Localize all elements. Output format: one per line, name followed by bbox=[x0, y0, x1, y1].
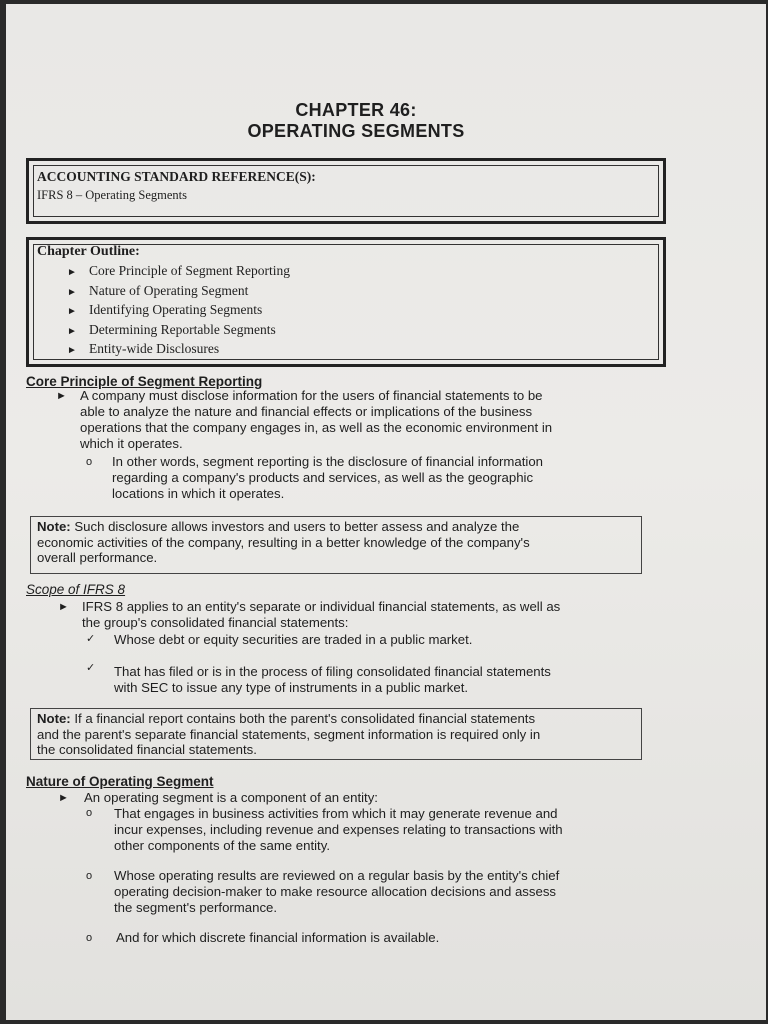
nature-item-line: other components of the same entity. bbox=[114, 838, 331, 853]
reference-heading: ACCOUNTING STANDARD REFERENCE(S): bbox=[37, 169, 316, 184]
check-icon: ✓ bbox=[86, 662, 96, 674]
triangle-bullet-icon: ► bbox=[67, 325, 77, 337]
note-line bbox=[37, 711, 635, 727]
chapter-title: OPERATING SEGMENTS bbox=[247, 121, 465, 141]
reference-box bbox=[26, 158, 666, 224]
scope-note-box bbox=[30, 708, 642, 760]
triangle-bullet-icon: ► bbox=[58, 792, 69, 804]
outline-heading: Chapter Outline: bbox=[37, 244, 140, 259]
outline-item bbox=[67, 340, 290, 360]
note-line: economic activities of the company, resulting in a better knowledge of the company's bbox=[37, 534, 530, 550]
note-label: Note: bbox=[37, 711, 71, 726]
chapter-outline-box bbox=[26, 237, 666, 367]
nature-item-line: incur expenses, including revenue and expenses relating to transactions with bbox=[114, 822, 563, 837]
core-note-box bbox=[30, 516, 642, 574]
nature-intro: An operating segment is a component of an entity: bbox=[84, 790, 378, 805]
circle-bullet-icon: o bbox=[86, 807, 93, 819]
core-paragraph-line: able to analyze the nature and financial effects or implications of the business bbox=[80, 404, 533, 419]
document-page bbox=[6, 4, 766, 1020]
note-text: Such disclosure allows investors and users to better assess and analyze the bbox=[70, 519, 520, 534]
circle-bullet-icon: o bbox=[86, 456, 93, 468]
circle-bullet-icon: o bbox=[86, 932, 93, 944]
scope-check-line: That has filed or is in the process of filing consolidated financial statements bbox=[114, 664, 551, 679]
scope-check-line: Whose debt or equity securities are traded in a public market. bbox=[114, 632, 473, 647]
nature-item-line: the segment's performance. bbox=[114, 900, 278, 915]
outline-list bbox=[67, 262, 290, 360]
scope-paragraph-line: the group's consolidated financial statements: bbox=[82, 615, 349, 630]
chapter-number: CHAPTER 46: bbox=[295, 100, 417, 120]
core-sub-line: locations in which it operates. bbox=[112, 486, 285, 501]
check-icon: ✓ bbox=[86, 633, 96, 645]
core-paragraph-line: which it operates. bbox=[80, 436, 183, 451]
note-line bbox=[37, 519, 635, 535]
nature-item-line: And for which discrete financial information is available. bbox=[116, 930, 440, 945]
nature-item-line: Whose operating results are reviewed on a regular basis by the entity's chief bbox=[114, 868, 560, 883]
note-line: overall performance. bbox=[37, 550, 158, 565]
scope-heading: Scope of IFRS 8 bbox=[26, 582, 126, 597]
note-text: If a financial report contains both the parent's consolidated financial statements bbox=[70, 711, 536, 726]
outline-item-label: Core Principle of Segment Reporting bbox=[89, 263, 290, 278]
note-label: Note: bbox=[37, 519, 71, 534]
triangle-bullet-icon: ► bbox=[56, 390, 67, 402]
outline-item bbox=[67, 321, 290, 341]
triangle-bullet-icon: ► bbox=[67, 345, 77, 356]
circle-bullet-icon: o bbox=[86, 870, 93, 882]
core-paragraph-line: operations that the company engages in, as well as the economic environment in bbox=[80, 420, 553, 435]
outline-item-label: Determining Reportable Segments bbox=[89, 321, 276, 337]
triangle-bullet-icon: ► bbox=[67, 306, 77, 317]
core-sub-line: regarding a company's products and services, as well as the geographic bbox=[112, 470, 534, 485]
note-line: and the parent's separate financial statements, segment information is required only in bbox=[37, 726, 541, 742]
nature-item-line: operating decision-maker to make resource allocation decisions and assess bbox=[114, 884, 557, 899]
note-line: the consolidated financial statements. bbox=[37, 742, 257, 757]
triangle-bullet-icon: ► bbox=[58, 601, 69, 613]
outline-item bbox=[67, 282, 290, 302]
core-sub-line: In other words, segment reporting is the disclosure of financial information bbox=[112, 454, 544, 469]
outline-item bbox=[67, 301, 290, 321]
nature-item-line: That engages in business activities from which it may generate revenue and bbox=[114, 806, 558, 821]
core-principle-heading: Core Principle of Segment Reporting bbox=[26, 374, 263, 389]
reference-standard: IFRS 8 – Operating Segments bbox=[37, 188, 187, 202]
scope-check-line: with SEC to issue any type of instruments in a public market. bbox=[114, 680, 469, 695]
outline-item-label: Identifying Operating Segments bbox=[89, 302, 263, 317]
triangle-bullet-icon: ► bbox=[67, 267, 77, 278]
scope-paragraph-line: IFRS 8 applies to an entity's separate or individual financial statements, as well as bbox=[82, 599, 561, 614]
triangle-bullet-icon: ► bbox=[67, 286, 77, 298]
nature-heading: Nature of Operating Segment bbox=[26, 774, 214, 789]
core-paragraph-line: A company must disclose information for the users of financial statements to be bbox=[80, 388, 543, 403]
outline-item bbox=[67, 262, 290, 282]
outline-item-label: Entity-wide Disclosures bbox=[89, 341, 220, 356]
outline-item-label: Nature of Operating Segment bbox=[89, 282, 249, 298]
